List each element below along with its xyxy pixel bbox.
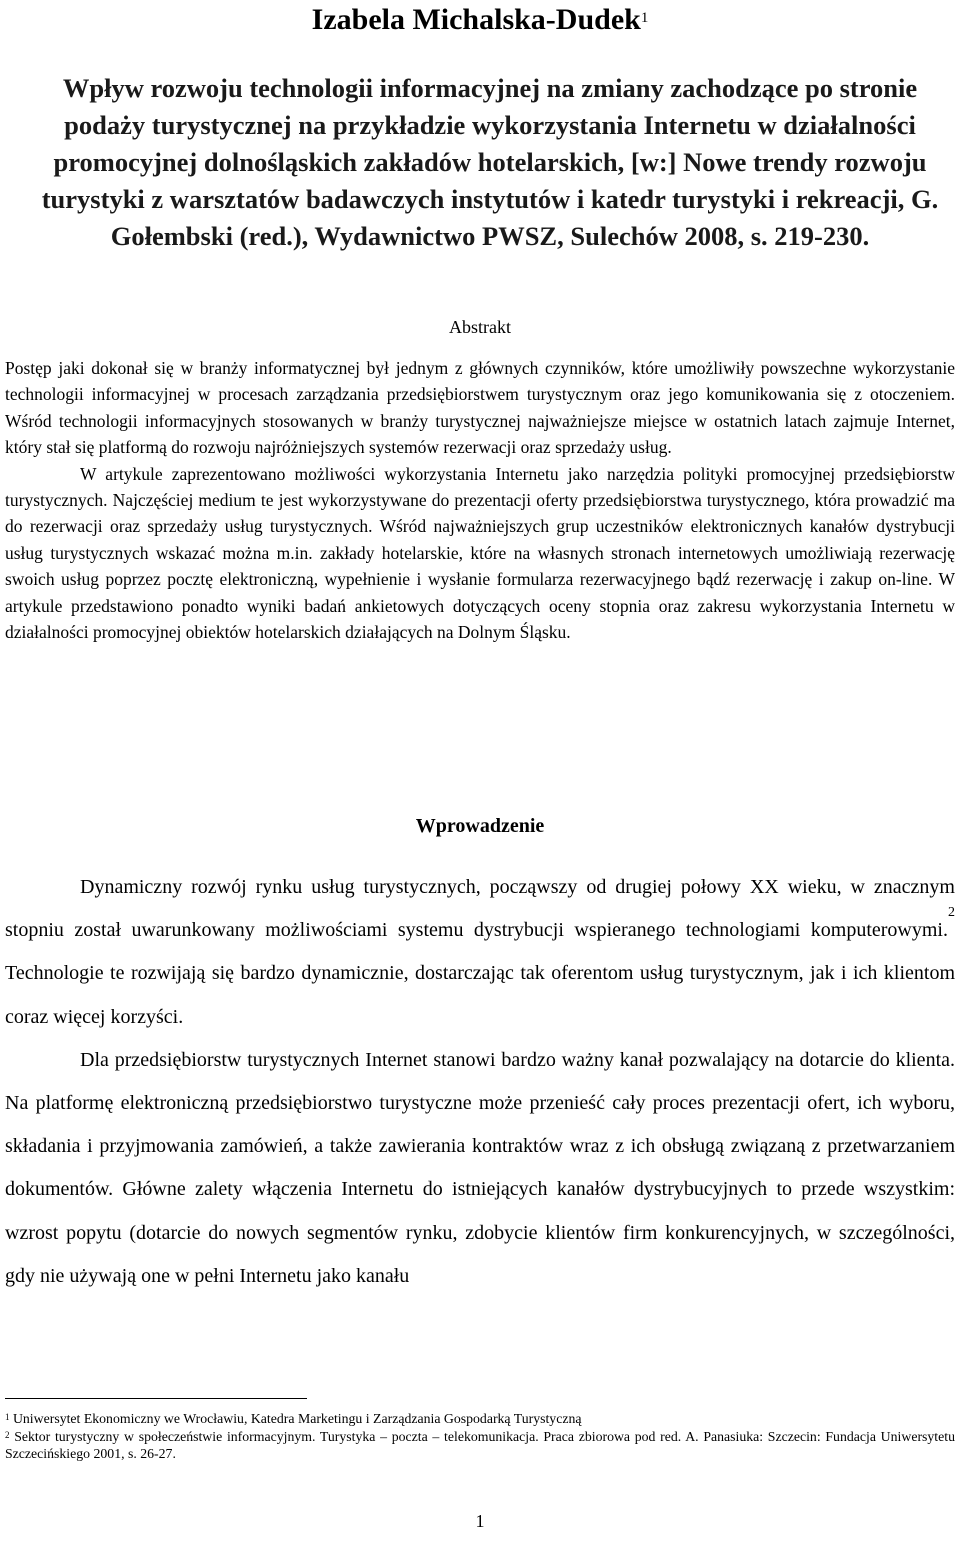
introduction-paragraph-2: Dla przedsiębiorstw turystycznych Internet stanowi bardzo ważny kanał pozwalający na dotarcie do klienta. Na platformę elektroniczną przedsiębiorstwo turystyczne może przenieść cały proces prezentacji ofert, ich wyboru, składania i przyjmowania zamówień, a także zawierania kontraktów wraz z ich obsługą związaną z przetwarzaniem dokumentów. Główne zalety włączenia Internetu do istniejących kanałów dystrybucyjnych to przede wszystkim: wzrost popytu (dotarcie do nowych segmentów rynku, zdobycie klientów firm konkurencyjnych, w szczególności, gdy nie używają one w pełni Internetu jako kanału <box>5 1048 955 1287</box>
footnote-1-text: Uniwersytet Ekonomiczny we Wrocławiu, Katedra Marketingu i Zarządzania Gospodarką Turystyczną <box>9 1411 582 1426</box>
footnote-2-mark: 2 <box>5 1429 10 1440</box>
author-name <box>0 2 960 38</box>
introduction-paragraph-1 <box>5 866 955 1039</box>
introduction-paragraph-1-part-b: Technologie te rozwijają się bardzo dynamicznie, dostarczając tak oferentom usług turystycznym, jak i ich klientom coraz więcej korzyści. <box>5 962 955 1028</box>
section-heading-introduction: Wprowadzenie <box>415 815 545 837</box>
introduction-body <box>5 866 955 1298</box>
footnote-1-mark: 1 <box>5 1412 10 1422</box>
author-footnote-mark[interactable]: 1 <box>640 10 649 26</box>
page-number: 1 <box>475 1511 485 1531</box>
footnote-2 <box>5 1428 955 1463</box>
footnote-separator <box>5 1398 307 1399</box>
footnote-1 <box>5 1410 955 1428</box>
abstract-heading: Abstrakt <box>449 317 511 337</box>
abstract-paragraph-2: W artykule zaprezentowano możliwości wykorzystania Internetu jako narzędzia polityki promocyjnej przedsiębiorstw turystycznych. Najczęściej medium te jest wykorzystywane do prezentacji oferty przedsiębiorstwa turystycznego, która prowadzić ma do rezerwacji oraz sprzedaży usług turystycznych. Wśród najważniejszych grup uczestników elektronicznych kanałów dystrybucji usług turystycznych wskazać można m.in. zakłady hotelarskie, które na własnych stronach internetowych umożliwiają rezerwację swoich usług poprzez pocztę elektroniczną, wypełnienie i wysłanie formularza rezerwacyjnego bądź rezerwację i zakup on-line. W artykule przedstawiono ponadto wyniki badań ankietowych dotyczących oceny stopnia oraz zakresu wykorzystania Internetu w działalności promocyjnej obiektów hotelarskich działających na Dolnym Śląsku. <box>5 463 955 643</box>
introduction-paragraph-1-part-a: Dynamiczny rozwój rynku usług turystycznych, począwszy od drugiej połowy XX wieku, w znacznym stopniu został uwarunkowany możliwościami systemu dystrybucji wspieranego technologiami komputerowymi. <box>5 876 955 942</box>
abstract-text <box>5 355 955 645</box>
abstract-paragraph-1: Postęp jaki dokonał się w branży informatycznej był jednym z głównych czynników, które umożliwiły powszechne wykorzystanie technologii informacyjnej w procesach zarządzania przedsiębiorstwem turystycznym oraz jego komunikowania się z otoczeniem. Wśród technologii informacyjnych stosowanych w branży turystycznej najważniejsze miejsce w ostatnich latach zajmuje Internet, który stał się platformą do rozwoju najróżniejszych systemów rezerwacji oraz sprzedaży usług. <box>5 358 955 458</box>
footnote-ref-2[interactable]: 2 <box>948 905 955 921</box>
author-name-text: Izabela Michalska-Dudek <box>311 3 641 36</box>
footnote-2-text: Sektor turystyczny w społeczeństwie informacyjnym. Turystyka – poczta – telekomunikacja. Praca zbiorowa pod red. A. Panasiuka: Szczecin: Fundacja Uniwersytetu Szczecińskiego 2001, s. 26-27. <box>5 1428 955 1462</box>
footnotes <box>5 1410 955 1463</box>
article-title: Wpływ rozwoju technologii informacyjnej na zmiany zachodzące po stronie podaży turystycznej na przykładzie wykorzystania Internetu w działalności promocyjnej dolnośląskich zakładów hotelarskich, [w:] Nowe trendy rozwoju turystyki z warsztatów badawczych instytutów i katedr turystyki i rekreacji, G. Gołembski (red.), Wydawnictwo PWSZ, Sulechów 2008, s. 219-230. <box>41 73 939 251</box>
